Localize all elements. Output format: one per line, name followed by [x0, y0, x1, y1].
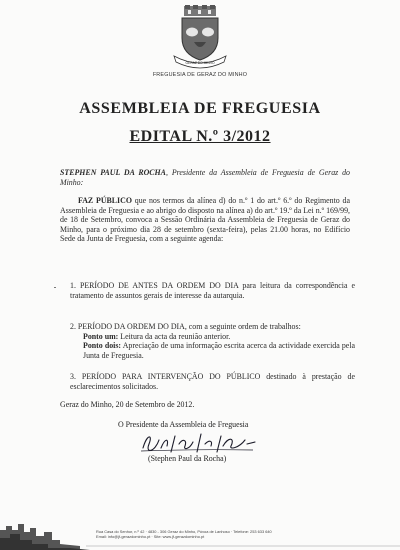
parish-crest-logo: [168, 4, 232, 70]
crest-ribbon-text: GERAZ DO MINHO: [185, 61, 215, 65]
footer-contact: [96, 529, 272, 539]
edital-number: EDITAL N.º 3/2012: [129, 128, 271, 145]
agenda-point-one: [70, 332, 355, 342]
document-title: ASSEMBLEIA DE FREGUESIA: [79, 100, 321, 117]
point-two-label: Ponto dois:: [83, 341, 122, 351]
faz-publico-lead: FAZ PÚBLICO: [78, 196, 132, 205]
signatory-name: (Stephen Paul da Rocha): [148, 454, 227, 463]
agenda-point-two: [70, 341, 355, 360]
announcement-paragraph: [60, 196, 350, 244]
handwritten-signature: [135, 430, 265, 456]
agenda-item-2-head: 2. PERÍODO DA ORDEM DO DIA, com a seguinte ordem de trabalhos:: [70, 322, 301, 331]
parish-name: FREGUESIA DE GERAZ DO MINHO: [152, 72, 248, 78]
agenda-item-2: [70, 322, 355, 360]
footer-email-site: Email: info@jf-gerazdominho.pt · Site: www.jf-gerazdominho.pt: [96, 534, 205, 539]
point-two-text: Apreciação de uma informação escrita acerca da actividade exercida pela Junta de Freguesia.: [83, 341, 355, 360]
signatory-title: O Presidente da Assembleia de Freguesia: [118, 420, 249, 429]
point-one-text: Leitura da acta da reunião anterior.: [118, 331, 231, 341]
president-name: STEPHEN PAUL DA ROCHA: [60, 168, 166, 177]
agenda-item-3: 3. PERÍODO PARA INTERVENÇÃO DO PÚBLICO destinado à prestação de esclarecimentos solicitados.: [70, 372, 355, 391]
intro-paragraph: [60, 168, 350, 187]
agenda-item-1: 1. PERÍODO DE ANTES DA ORDEM DO DIA para leitura da correspondência e tratamento de assuntos gerais de interesse da autarquia.: [70, 281, 355, 300]
point-one-label: Ponto um:: [83, 331, 119, 341]
intro-text: , Presidente da Assembleia de Freguesia de Geraz do Minho:: [60, 168, 350, 187]
margin-mark: [54, 287, 56, 288]
announcement-text: que nos termos da alínea d) do n.º 1 do art.º 6.º do Regimento da Assembleia de Freguesia e ao abrigo do disposto na alínea a) do art.º 19.º da Lei n.º 169/99, de 18 de Setembro, convoca a Sessão Ordinária da Assembleia de Freguesia de Geraz do Minho, para o próximo dia 28 de setembro (sexta-feira), pelas 21.00 horas, no Edifício Sede da Junta de Freguesia, com a seguinte agenda:: [60, 196, 350, 244]
date-line: Geraz do Minho, 20 de Setembro de 2012.: [60, 400, 195, 409]
footer-address: Rua Casa do Senhor, n.º 42 · 4830 - 306 Geraz do Minho, Póvoa de Lanhoso · Telefone: 253 633 640: [96, 529, 272, 534]
